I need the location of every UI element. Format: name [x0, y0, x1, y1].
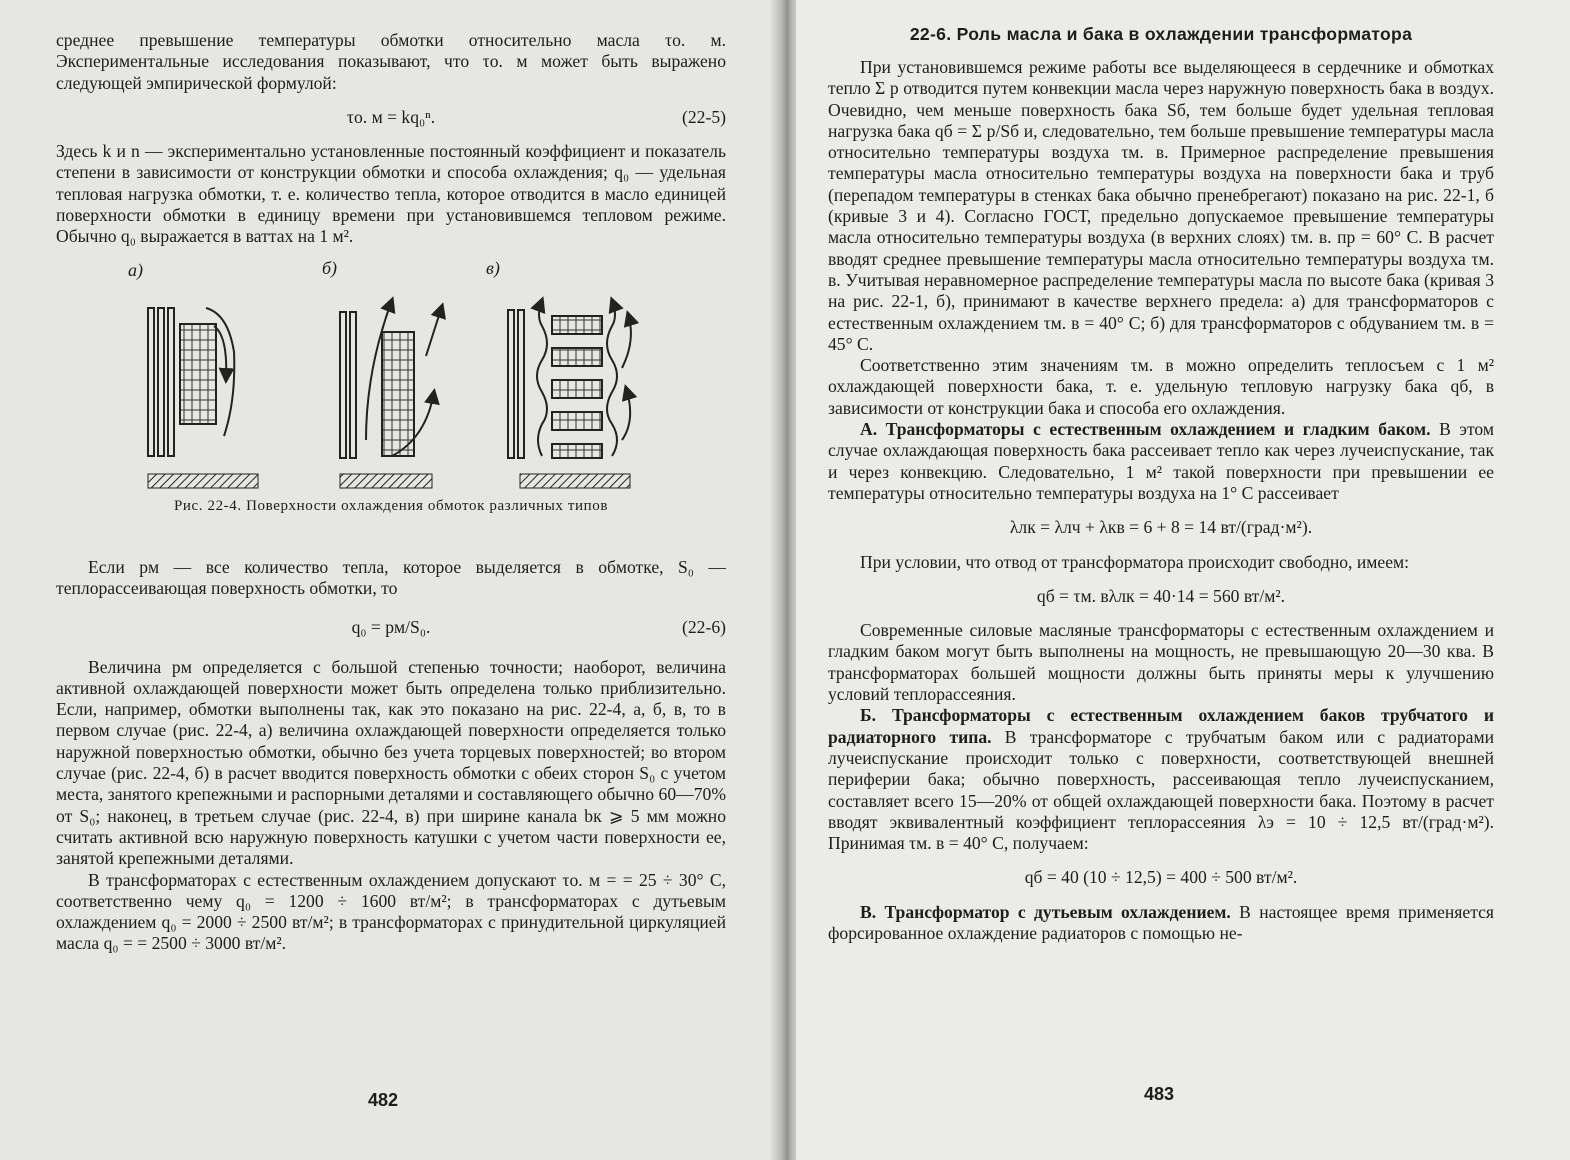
- right-paragraph-5: Современные силовые масляные трансформаторы с естественным охлаждением и гладким баком могут быть выполнены на мощность, не превышающую 20—30 ква. В трансформаторах большей мощности должны быть приняты меры к улучшению условий теплорассеяния.: [828, 620, 1494, 705]
- formula-22-6: [56, 617, 726, 638]
- left-paragraph-5: В трансформаторах с естественным охлаждением допускают τо. м = = 25 ÷ 30° С, соответственно чему q₀ = 1200 ÷ 1600 вт/м²; в трансформаторах с дутьевым охлаждением q₀ = 2000 ÷ 2500 вт/м²; в трансформаторах с принудительной циркуляцией масла q₀ = = 2500 ÷ 3000 вт/м².: [56, 869, 726, 954]
- section-c-text: В настоящее время применяется форсированное охлаждение радиаторов с помощью не-: [828, 901, 1495, 943]
- right-paragraph-3: [828, 419, 1494, 504]
- section-b-heading: Б. Трансформаторы с естественным охлаждением баков трубчатого и радиаторного типа.: [828, 705, 1494, 747]
- right-paragraph-2: Соответственно этим значениям τм. в можно определить теплосъем с 1 м² охлаждающей поверхности бака, т. е. удельную тепловую нагрузку бака qб, в зависимости от конструкции бака и способа его охлаждения.: [828, 355, 1494, 418]
- diagram-a: [148, 308, 258, 488]
- right-page: [796, 0, 1570, 1160]
- section-b-text: В трансформаторе с трубчатым баком или с радиаторами лучеиспускание происходит только с поверхности, соответствующей внешней периферии бака; обычно поверхность, рассеивающая тепло лучеиспусканием, составляет всего 15—20% от общей охлаждающей поверхности бака. Поэтому в расчет вводят эквивалентный коэффициент теплорассеяния λэ = 10 ÷ 12,5 вт/(град·м²). Принимая τм. в = 40° С, получаем:: [828, 726, 1494, 854]
- left-paragraph-3: Если pм — все количество тепла, которое выделяется в обмотке, S₀ — теплорассеивающая поверхность обмотки, то: [56, 556, 726, 598]
- diagram-c: [508, 300, 631, 488]
- figure-label-b: б): [322, 257, 338, 278]
- figure-22-4: [56, 257, 726, 492]
- left-paragraph-1: среднее превышение температуры обмотки относительно масла τо. м. Экспериментальные исследования показывают, что τо. м может быть выражено следующей эмпирической формулой:: [56, 30, 726, 93]
- formula-22-5-number: (22-5): [682, 106, 726, 127]
- left-paragraph-2: Здесь k и n — экспериментально установленные постоянный коэффициент и показатель степени в зависимости от конструкции обмотки и способа охлаждения; q₀ — удельная тепловая нагрузка обмотки, т. е. количество тепла, которое отводится в масло единицей поверхности обмотки в единицу времени при установившемся тепловом режиме. Обычно q₀ выражается в ваттах на 1 м².: [56, 141, 726, 247]
- section-title: 22-6. Роль масла и бака в охлаждении трансформатора: [909, 24, 1413, 44]
- formula-22-6-expr: q₀ = pм/S₀.: [351, 617, 431, 638]
- left-paragraph-4: Величина pм определяется с большой степенью точности; наоборот, величина активной охлаждающей поверхности может быть определена только приблизительно. Если, например, обмотки выполнены так, как это показано на рис. 22-4, а, б, в, то в первом случае (рис. 22-4, а) величина охлаждающей поверхности определяется только наружной поверхностью обмотки, обычно без учета торцевых поверхностей; во втором случае (рис. 22-4, б) в расчет вводится поверхность обмотки с обеих сторон S₀ с учетом места, занятого крепежными и распорными деталями и составляющего обычно 60—70% от S₀; наконец, в третьем случае (рис. 22-4, в) при ширине канала bк ⩾ 5 мм можно считать активной всю наружную поверхность катушки с учетом части поверхности ее, занятой крепежными деталями.: [56, 656, 726, 869]
- formula-22-5: [56, 107, 726, 128]
- right-paragraph-7: [828, 902, 1494, 945]
- right-paragraph-1: При установившемся режиме работы все выделяющееся в сердечнике и обмотках тепло Σ p отводится путем конвекции масла через наружную поверхность бака в воздух. Очевидно, чем меньше поверхность бака Sб, тем больше будет удельная тепловая нагрузка бака qб = Σ p/Sб и, следовательно, тем больше превышение температуры масла относительно температуры воздуха τм. в. Примерное распределение превышения температуры масла относительно температуры воздуха на поверхности бака и труб (перепадом температуры в стенках бака обычно пренебрегают) показано на рис. 22-1, б (кривые 3 и 4). Согласно ГОСТ, предельно допускаемое превышение температуры масла относительно температуры воздуха (в верхних слоях) τм. в. пр = 60° С. В расчет вводят среднее превышение температуры масла относительно температуры воздуха τм. в. Учитывая неравномерное распределение температуры масла по высоте бака (кривая 3 на рис. 22-1, б), принимают в качестве верхнего предела: а) для трансформаторов с естественным охлаждением τм. в = 40° С; б) для трансформаторов с обдуванием τм. в = 45° С.: [828, 57, 1494, 354]
- figure-caption: Рис. 22-4. Поверхности охлаждения обмоток различных типов: [173, 497, 609, 514]
- diagram-b: [340, 300, 442, 488]
- right-paragraph-4: При условии, что отвод от трансформатора происходит свободно, имеем:: [860, 551, 1410, 572]
- formula-q-tubular: qб = 40 (10 ÷ 12,5) = 400 ÷ 500 вт/м².: [1024, 867, 1298, 888]
- section-c-heading: В. Трансформатор с дутьевым охлаждением.: [860, 901, 1231, 922]
- formula-lambda: λлк = λлч + λкв = 6 + 8 = 14 вт/(град·м²).: [1009, 517, 1313, 538]
- page-number-right: 483: [1144, 1084, 1175, 1104]
- figure-label-c: в): [486, 257, 500, 278]
- figure-label-a: а): [128, 259, 143, 280]
- section-a-text: В этом случае охлаждающая поверхность бака рассеивает тепло как через лучеиспускание, так и через конвекцию. Следовательно, 1 м² такой поверхности при превышении ее температуры относительно температуры воздуха на 1° С рассеивает: [828, 419, 1494, 503]
- section-a-heading: А. Трансформаторы с естественным охлаждением и гладким баком.: [860, 419, 1431, 440]
- winding-cooling-diagram: [56, 257, 726, 492]
- formula-q-smooth: qб = τм. вλлк = 40·14 = 560 вт/м².: [1036, 585, 1286, 606]
- left-page: [0, 0, 782, 1160]
- right-paragraph-6: [828, 705, 1494, 854]
- formula-22-6-number: (22-6): [682, 617, 726, 638]
- formula-22-5-expr: τо. м = kq₀ⁿ.: [346, 106, 436, 127]
- page-number-left: 482: [368, 1090, 399, 1110]
